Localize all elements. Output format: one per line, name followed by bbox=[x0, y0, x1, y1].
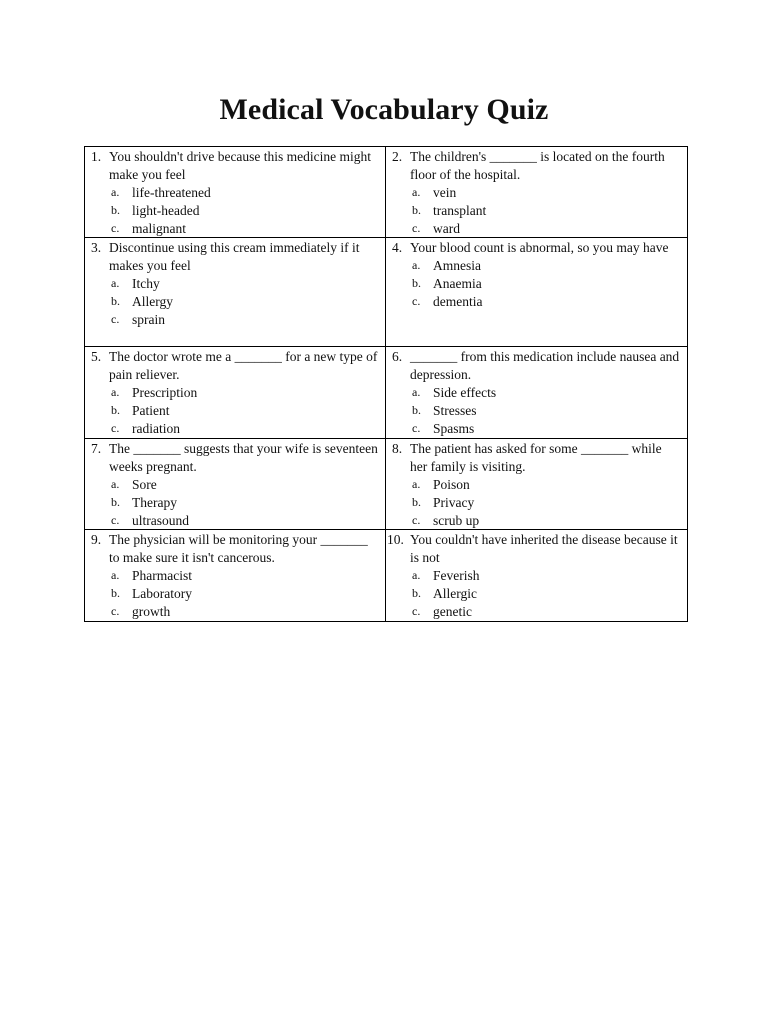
answer-option bbox=[109, 420, 385, 438]
answer-option bbox=[109, 512, 385, 530]
option-letter: b. bbox=[412, 276, 421, 291]
answer-option bbox=[109, 293, 385, 311]
option-text: light-headed bbox=[132, 202, 200, 218]
option-text: Laboratory bbox=[132, 586, 192, 602]
answer-option bbox=[410, 275, 687, 293]
question-cell bbox=[85, 147, 386, 238]
option-text: Therapy bbox=[132, 494, 177, 510]
answer-option bbox=[410, 384, 687, 402]
question-cell bbox=[386, 347, 688, 438]
question-number: 1. bbox=[91, 149, 102, 164]
answer-option bbox=[410, 494, 687, 512]
answer-option bbox=[410, 402, 687, 420]
option-letter: b. bbox=[111, 403, 120, 418]
question-text: _______ from this medication include nausea and depression. bbox=[410, 349, 680, 383]
option-text: Side effects bbox=[433, 385, 497, 401]
question-cell bbox=[386, 438, 688, 529]
option-letter: b. bbox=[111, 494, 120, 509]
option-text: Amnesia bbox=[433, 258, 481, 274]
quiz-row bbox=[85, 530, 688, 621]
option-text: Sore bbox=[132, 476, 157, 492]
option-text: transplant bbox=[433, 202, 487, 218]
question-number: 8. bbox=[392, 440, 403, 456]
option-letter: a. bbox=[111, 184, 120, 199]
question-number: 10. bbox=[387, 532, 404, 548]
answer-option bbox=[410, 202, 687, 220]
option-letter: b. bbox=[412, 494, 421, 509]
option-letter: b. bbox=[111, 586, 120, 601]
question-number: 3. bbox=[91, 240, 102, 256]
question-number: 2. bbox=[392, 149, 403, 164]
option-letter: a. bbox=[111, 385, 120, 400]
option-text: ultrasound bbox=[132, 512, 189, 528]
option-letter: c. bbox=[111, 512, 120, 527]
option-text: growth bbox=[132, 604, 171, 620]
option-letter: c. bbox=[111, 220, 120, 235]
quiz-table bbox=[84, 146, 688, 622]
option-text: sprain bbox=[132, 312, 165, 328]
answer-option bbox=[109, 567, 385, 585]
option-letter: c. bbox=[412, 220, 421, 235]
option-letter: b. bbox=[412, 586, 421, 601]
question-text: The physician will be monitoring your _______ to make sure it isn't cancerous. bbox=[109, 532, 368, 566]
option-text: Spasms bbox=[433, 421, 475, 437]
question-text: The children's _______ is located on the fourth floor of the hospital. bbox=[410, 149, 665, 182]
option-text: vein bbox=[433, 184, 457, 200]
option-letter: b. bbox=[111, 294, 120, 309]
answer-option bbox=[109, 202, 385, 220]
answer-option bbox=[109, 311, 385, 329]
quiz-row bbox=[85, 347, 688, 438]
question-number: 6. bbox=[392, 349, 403, 365]
option-letter: b. bbox=[412, 403, 421, 418]
answer-option bbox=[410, 220, 687, 238]
option-text: Poison bbox=[433, 476, 470, 492]
option-letter: a. bbox=[412, 385, 421, 400]
answer-option bbox=[410, 420, 687, 438]
option-letter: b. bbox=[111, 202, 120, 217]
option-text: radiation bbox=[132, 421, 180, 437]
quiz-row bbox=[85, 147, 688, 238]
option-text: Prescription bbox=[132, 385, 198, 401]
option-text: Allergy bbox=[132, 294, 173, 310]
question-number: 9. bbox=[91, 532, 102, 548]
answer-option bbox=[109, 220, 385, 238]
option-text: Feverish bbox=[433, 568, 480, 584]
option-text: life-threatened bbox=[132, 184, 211, 200]
option-text: genetic bbox=[433, 604, 472, 620]
question-text: The patient has asked for some _______ while her family is visiting. bbox=[410, 440, 662, 474]
answer-option bbox=[109, 184, 385, 202]
option-text: dementia bbox=[433, 294, 483, 310]
answer-option bbox=[109, 603, 385, 621]
question-text: The doctor wrote me a _______ for a new type of pain reliever. bbox=[109, 349, 378, 383]
answer-option bbox=[109, 585, 385, 603]
answer-option bbox=[410, 293, 687, 311]
answer-option bbox=[410, 184, 687, 202]
option-text: Itchy bbox=[132, 276, 160, 292]
option-letter: a. bbox=[412, 258, 421, 273]
question-cell bbox=[386, 147, 688, 238]
question-text: You couldn't have inherited the disease because it is not bbox=[410, 532, 678, 566]
answer-option bbox=[410, 567, 687, 585]
answer-option bbox=[109, 275, 385, 293]
answer-option bbox=[410, 257, 687, 275]
option-text: Anaemia bbox=[433, 276, 482, 292]
answer-option bbox=[410, 585, 687, 603]
option-letter: c. bbox=[412, 604, 421, 619]
option-text: scrub up bbox=[433, 512, 480, 528]
answer-option bbox=[109, 476, 385, 494]
quiz-row bbox=[85, 438, 688, 529]
option-letter: c. bbox=[412, 512, 421, 527]
option-letter: a. bbox=[111, 568, 120, 583]
answer-option bbox=[109, 494, 385, 512]
question-cell bbox=[85, 238, 386, 347]
option-letter: a. bbox=[412, 184, 421, 199]
option-letter: c. bbox=[111, 604, 120, 619]
question-text: You shouldn't drive because this medicine might make you feel bbox=[109, 149, 372, 182]
option-letter: c. bbox=[111, 312, 120, 327]
answer-option bbox=[109, 384, 385, 402]
option-text: Patient bbox=[132, 403, 170, 419]
option-text: Pharmacist bbox=[132, 568, 192, 584]
option-text: Stresses bbox=[433, 403, 477, 419]
option-letter: a. bbox=[111, 476, 120, 491]
option-letter: a. bbox=[412, 568, 421, 583]
question-cell bbox=[386, 530, 688, 621]
option-text: ward bbox=[433, 220, 460, 236]
question-text: Discontinue using this cream immediately if it makes you feel bbox=[109, 240, 360, 274]
question-text: The _______ suggests that your wife is seventeen weeks pregnant. bbox=[109, 440, 378, 474]
question-number: 5. bbox=[91, 349, 102, 365]
option-text: Privacy bbox=[433, 494, 475, 510]
question-cell bbox=[85, 347, 386, 438]
option-text: malignant bbox=[132, 220, 186, 236]
question-cell bbox=[85, 438, 386, 529]
question-number: 4. bbox=[392, 240, 403, 256]
question-text: Your blood count is abnormal, so you may have bbox=[410, 240, 669, 256]
answer-option bbox=[109, 402, 385, 420]
option-text: Allergic bbox=[433, 586, 477, 602]
question-cell bbox=[386, 238, 688, 347]
option-letter: c. bbox=[412, 421, 421, 436]
answer-option bbox=[410, 512, 687, 530]
option-letter: c. bbox=[111, 421, 120, 436]
option-letter: a. bbox=[412, 476, 421, 491]
answer-option bbox=[410, 476, 687, 494]
quiz-row bbox=[85, 238, 688, 347]
question-cell bbox=[85, 530, 386, 621]
option-letter: b. bbox=[412, 202, 421, 217]
option-letter: a. bbox=[111, 276, 120, 291]
answer-option bbox=[410, 603, 687, 621]
option-letter: c. bbox=[412, 294, 421, 309]
page-title: Medical Vocabulary Quiz bbox=[219, 93, 549, 126]
question-number: 7. bbox=[91, 440, 102, 456]
